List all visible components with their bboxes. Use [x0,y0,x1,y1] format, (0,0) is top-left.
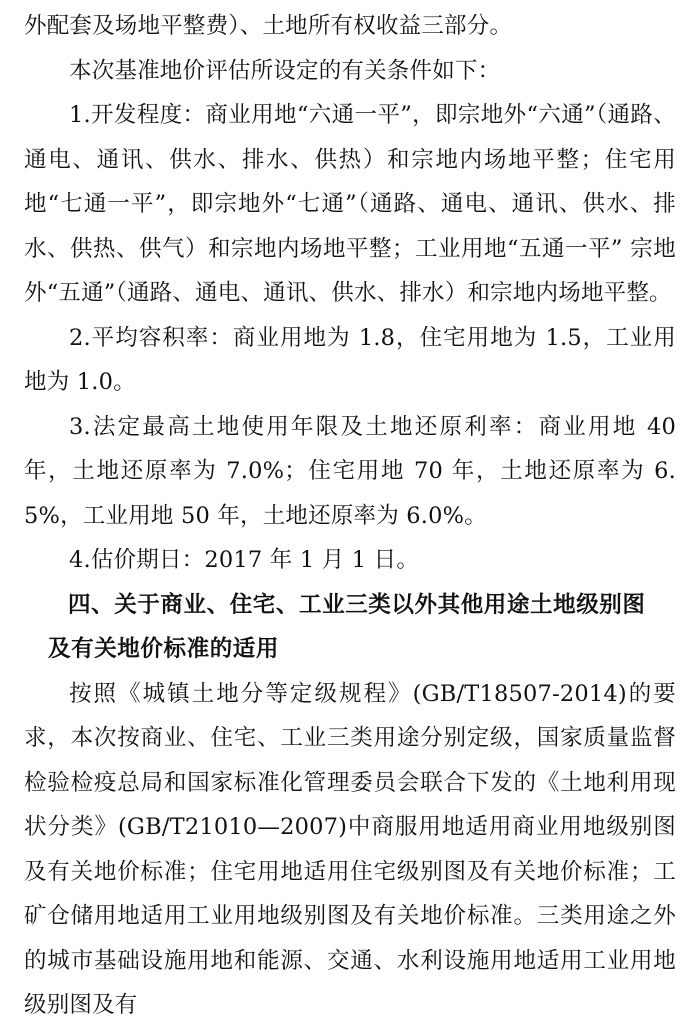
paragraph-continuation: 外配套及场地平整费）、土地所有权收益三部分。 [24,13,513,39]
paragraph-land-use-term: 3.法定最高土地使用年限及土地还原利率：商业用地 40 年，土地还原率为 7.0%；住宅用地 70 年，土地还原率为 6.5%，工业用地 50 年，土地还原率为 6.0%。 [24,413,676,529]
section-heading-line-1: 四、关于商业、住宅、工业三类以外其他用途土地级别图 [68,591,646,618]
paragraph-classification-rules: 按照《城镇土地分等定级规程》(GB/T18507-2014)的要求，本次按商业、住宅、工业三类用途分别定级，国家质量监督检验检疫总局和国家标准化管理委员会联合下发的《土地利用现状分类》(GB/T21010—2007)中商服用地适用商业用地级别图及有关地价标准；住宅用地适用住宅级别图及有关地价标准；工矿仓储用地适用工业用地级别图及有关地价标准。三类用途之外的城市基础设施用地和能源、交通、水利设施用地适用工业用地级别图及有 [24,680,676,1018]
paragraph-development-degree: 1.开发程度：商业用地“六通一平”，即宗地外“六通”（通路、通电、通讯、供水、排水、供热）和宗地内场地平整；住宅用地“七通一平”，即宗地外“七通”（通路、通电、通讯、供水、排水、供热、供气）和宗地内场地平整；工业用地“五通一平” 宗地外“五通”（通路、通电、通讯、供水、排水）和宗地内场地平整。 [24,102,676,306]
paragraph-plot-ratio: 2.平均容积率：商业用地为 1.8，住宅用地为 1.5，工业用地为 1.0。 [24,324,676,395]
paragraph-conditions-intro: 本次基准地价评估所设定的有关条件如下： [69,57,501,84]
paragraph-valuation-date: 4.估价期日：2017 年 1 月 1 日。 [69,547,420,573]
section-heading-four [24,583,676,672]
section-heading-line-2: 及有关地价标准的适用 [48,636,280,662]
